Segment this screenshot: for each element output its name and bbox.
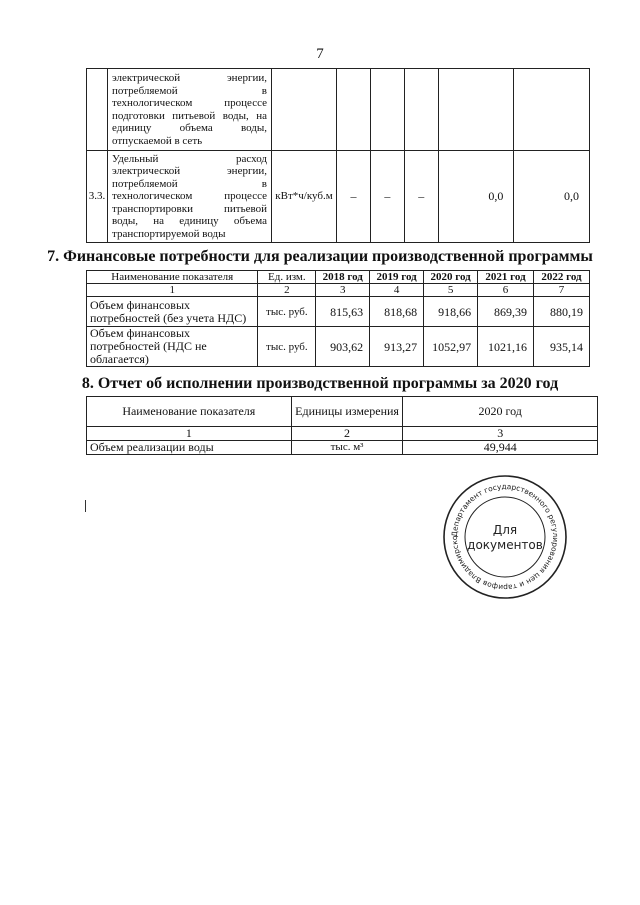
column-header: Наименование показателя bbox=[87, 271, 258, 284]
row-value bbox=[337, 69, 371, 151]
row-value: 0,0 bbox=[438, 151, 514, 243]
section-7-title: 7. Финансовые потребности для реализации производственной программы bbox=[47, 248, 593, 265]
row-value bbox=[404, 69, 438, 151]
row-value: 913,27 bbox=[370, 327, 424, 367]
row-number: 3.3. bbox=[87, 151, 108, 243]
row-value: 818,68 bbox=[370, 297, 424, 327]
column-index: 1 bbox=[87, 427, 292, 441]
table-index-row bbox=[87, 284, 590, 297]
row-value: 918,66 bbox=[424, 297, 478, 327]
row-value: – bbox=[370, 151, 404, 243]
column-header: Ед. изм. bbox=[258, 271, 316, 284]
column-index: 7 bbox=[534, 284, 590, 297]
column-header: 2021 год bbox=[478, 271, 534, 284]
column-index: 1 bbox=[87, 284, 258, 297]
row-value: 0,0 bbox=[514, 151, 590, 243]
table-header-row bbox=[87, 397, 598, 427]
row-unit: кВт*ч/куб.м bbox=[272, 151, 337, 243]
row-unit: тыс. руб. bbox=[258, 327, 316, 367]
column-header: Единицы измерения bbox=[291, 397, 403, 427]
row-name: Объем финансовых потребностей (НДС не облагается) bbox=[87, 327, 258, 367]
row-name: Объем реализации воды bbox=[87, 441, 292, 455]
row-value: 49,944 bbox=[403, 441, 598, 455]
column-header: 2022 год bbox=[534, 271, 590, 284]
column-header: Наименование показателя bbox=[87, 397, 292, 427]
row-value: 815,63 bbox=[316, 297, 370, 327]
table-row bbox=[87, 297, 590, 327]
official-stamp bbox=[440, 472, 570, 602]
column-index: 6 bbox=[478, 284, 534, 297]
column-index: 5 bbox=[424, 284, 478, 297]
row-value: 880,19 bbox=[534, 297, 590, 327]
row-value: 1052,97 bbox=[424, 327, 478, 367]
row-unit: тыс. м³ bbox=[291, 441, 403, 455]
column-header: 2020 год bbox=[424, 271, 478, 284]
column-header: 2019 год bbox=[370, 271, 424, 284]
row-value: – bbox=[337, 151, 371, 243]
row-value: 935,14 bbox=[534, 327, 590, 367]
table-row bbox=[87, 69, 590, 151]
margin-mark bbox=[85, 500, 86, 512]
row-unit bbox=[272, 69, 337, 151]
row-number bbox=[87, 69, 108, 151]
section-8-title: 8. Отчет об исполнении производственной программы за 2020 год bbox=[81, 375, 559, 392]
row-value: 903,62 bbox=[316, 327, 370, 367]
row-value: 1021,16 bbox=[478, 327, 534, 367]
column-index: 3 bbox=[316, 284, 370, 297]
column-index: 3 bbox=[403, 427, 598, 441]
row-value bbox=[438, 69, 514, 151]
row-value bbox=[514, 69, 590, 151]
table-header-row bbox=[87, 271, 590, 284]
financial-needs-table bbox=[86, 270, 590, 367]
row-unit: тыс. руб. bbox=[258, 297, 316, 327]
row-description: электрической энергии, потребляемой в технологическом процессе подготовки питьевой воды, на единицу объема воды, отпускаемой в сеть bbox=[108, 69, 272, 151]
row-name: Объем финансовых потребностей (без учета НДС) bbox=[87, 297, 258, 327]
row-description: Удельный расход электрической энергии, потребляемой в технологическом процессе транспортировки питьевой воды, на единицу объема транспортируемой воды bbox=[108, 151, 272, 243]
row-value: – bbox=[404, 151, 438, 243]
table-index-row bbox=[87, 427, 598, 441]
program-report-table bbox=[86, 396, 598, 455]
row-value: 869,39 bbox=[478, 297, 534, 327]
table-row bbox=[87, 441, 598, 455]
row-value bbox=[370, 69, 404, 151]
stamp-icon bbox=[440, 472, 570, 602]
indicators-table-continuation bbox=[86, 68, 590, 243]
stamp-center-line-1: Для bbox=[492, 523, 518, 537]
table-row bbox=[87, 327, 590, 367]
column-header: 2018 год bbox=[316, 271, 370, 284]
column-index: 2 bbox=[258, 284, 316, 297]
page-number: 7 bbox=[316, 46, 324, 62]
column-index: 2 bbox=[291, 427, 403, 441]
table-row bbox=[87, 151, 590, 243]
stamp-ring-text: Департамент государственного регулирования цен и тарифов Владимирско bbox=[449, 481, 561, 593]
stamp-center-line-2: документов bbox=[467, 538, 543, 552]
column-header: 2020 год bbox=[403, 397, 598, 427]
column-index: 4 bbox=[370, 284, 424, 297]
